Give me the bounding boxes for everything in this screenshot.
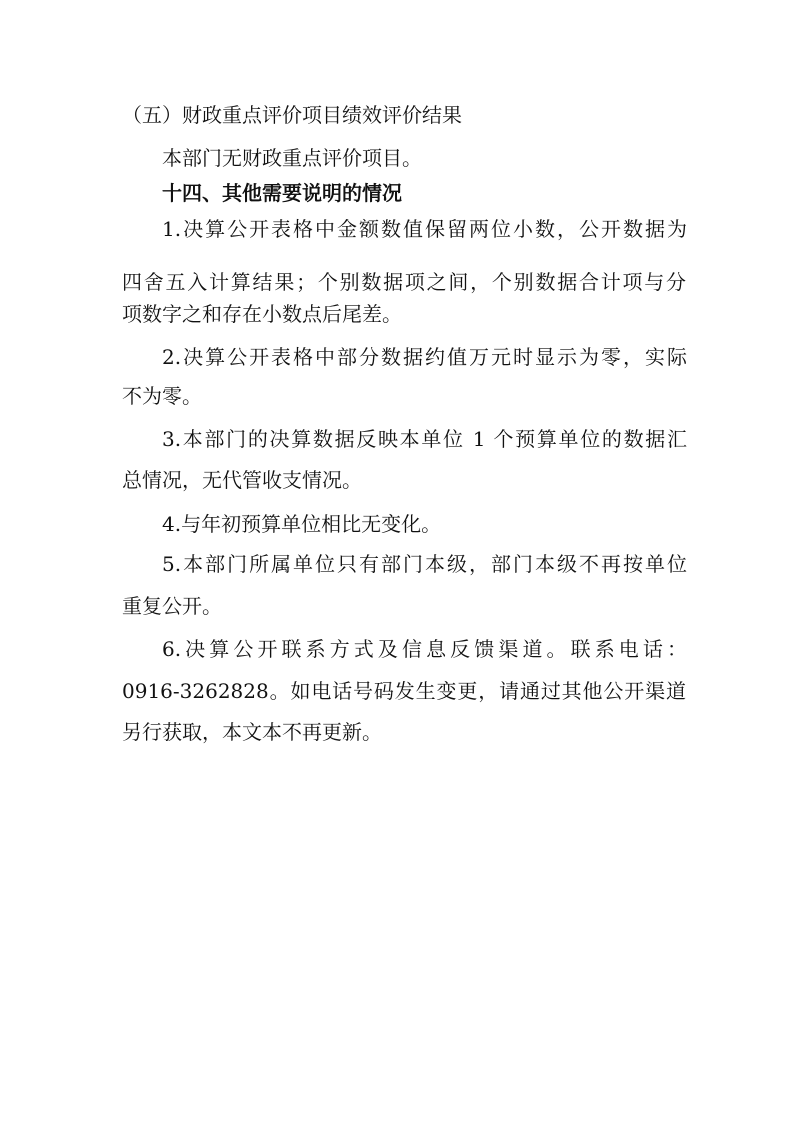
item-1-line-3: 项数字之和存在小数点后尾差。 (122, 302, 402, 326)
item-3-line-1: 3.本部门的决算数据反映本单位 1 个预算单位的数据汇 (162, 427, 687, 451)
section-fourteen-title: 十四、其他需要说明的情况 (162, 181, 402, 205)
item-5-line-1: 5.本部门所属单位只有部门本级，部门本级不再按单位 (162, 552, 687, 576)
item-1-line-1: 1.决算公开表格中金额数值保留两位小数，公开数据为 (162, 217, 687, 241)
item-1-line-2: 四舍五入计算结果；个别数据项之间，个别数据合计项与分 (122, 270, 686, 294)
item-6-line-2: 0916-3262828。如电话号码发生变更，请通过其他公开渠道 (122, 679, 686, 703)
section-five-title: （五）财政重点评价项目绩效评价结果 (122, 103, 462, 127)
item-6-line-3: 另行获取，本文本不再更新。 (122, 720, 382, 744)
item-2-line-1: 2.决算公开表格中部分数据约值万元时显示为零，实际 (162, 345, 687, 369)
item-4-line-1: 4.与年初预算单位相比无变化。 (162, 512, 442, 536)
item-5-line-2: 重复公开。 (122, 594, 222, 618)
item-3-line-2: 总情况，无代管收支情况。 (122, 468, 362, 492)
section-five-body: 本部门无财政重点评价项目。 (162, 146, 422, 170)
item-2-line-2: 不为零。 (122, 384, 202, 408)
item-6-line-1: 6.决算公开联系方式及信息反馈渠道。联系电话： (162, 637, 687, 661)
